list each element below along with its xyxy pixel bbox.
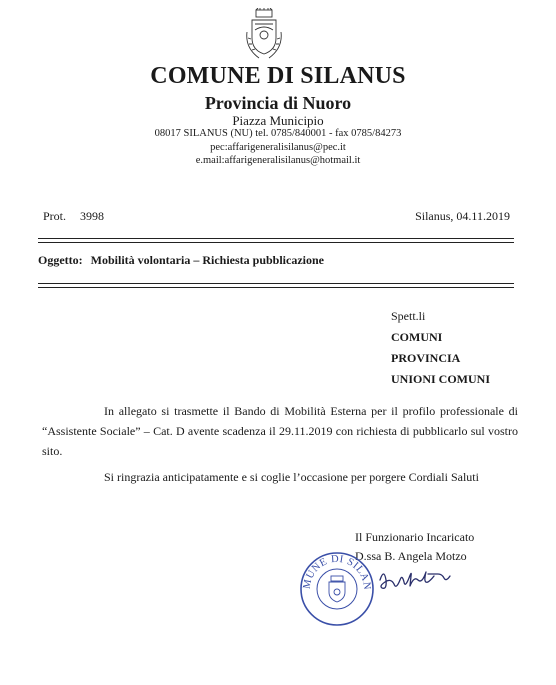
recipient-item: UNIONI COMUNI — [391, 372, 490, 386]
address-square: Piazza Municipio — [232, 113, 324, 128]
place-date: Silanus, 04.11.2019 — [415, 209, 510, 223]
signoff-role: Il Funzionario Incaricato — [355, 530, 475, 544]
svg-text:COMUNE DI SILANUS — [298, 550, 372, 591]
recipient-item: COMUNI — [391, 330, 443, 344]
protocol-label: Prot. — [43, 209, 67, 223]
recipients-block — [391, 306, 490, 390]
divider-bottom — [38, 283, 514, 288]
protocol-number — [43, 209, 104, 224]
body-paragraph: Si ringrazia anticipatamente e si coglie l’occasione per porgere Cordiali Saluti — [104, 470, 479, 484]
body-paragraph: In allegato si trasmette il Bando di Mobilità Esterna per il profilo professionale di “Assistente Sociale” – Cat. D avente scadenza il 29.11.2019 con richiesta di pubblicarlo sul vostro sito. — [42, 404, 518, 458]
signoff-name: D.ssa B. Angela Motzo — [355, 549, 467, 563]
municipal-crest-icon — [244, 8, 284, 64]
letter-body — [42, 401, 518, 487]
recipients-salutation: Spett.li — [391, 309, 426, 323]
divider-top — [38, 238, 514, 243]
recipient-item: PROVINCIA — [391, 351, 461, 365]
subject-text: Mobilità volontaria – Richiesta pubblicazione — [90, 253, 324, 267]
subject-label: Oggetto: — [38, 253, 83, 267]
protocol-value: 3998 — [80, 209, 105, 223]
stamp-crest-icon — [329, 576, 345, 602]
subject-line — [38, 253, 324, 268]
municipality-name: COMUNE DI SILANUS — [150, 63, 406, 89]
stamp-text: MUNE DI SILAN — [301, 553, 373, 591]
email-address: e.mail:affarigeneralisilanus@hotmail.it — [195, 155, 361, 166]
official-stamp — [298, 550, 376, 628]
handwritten-signature — [376, 560, 466, 600]
pec-address: pec:affarigeneralisilanus@pec.it — [210, 142, 346, 153]
address-contact-line: 08017 SILANUS (NU) tel. 0785/840001 - fax 0785/84273 — [154, 128, 402, 139]
province-name: Provincia di Nuoro — [204, 93, 352, 113]
